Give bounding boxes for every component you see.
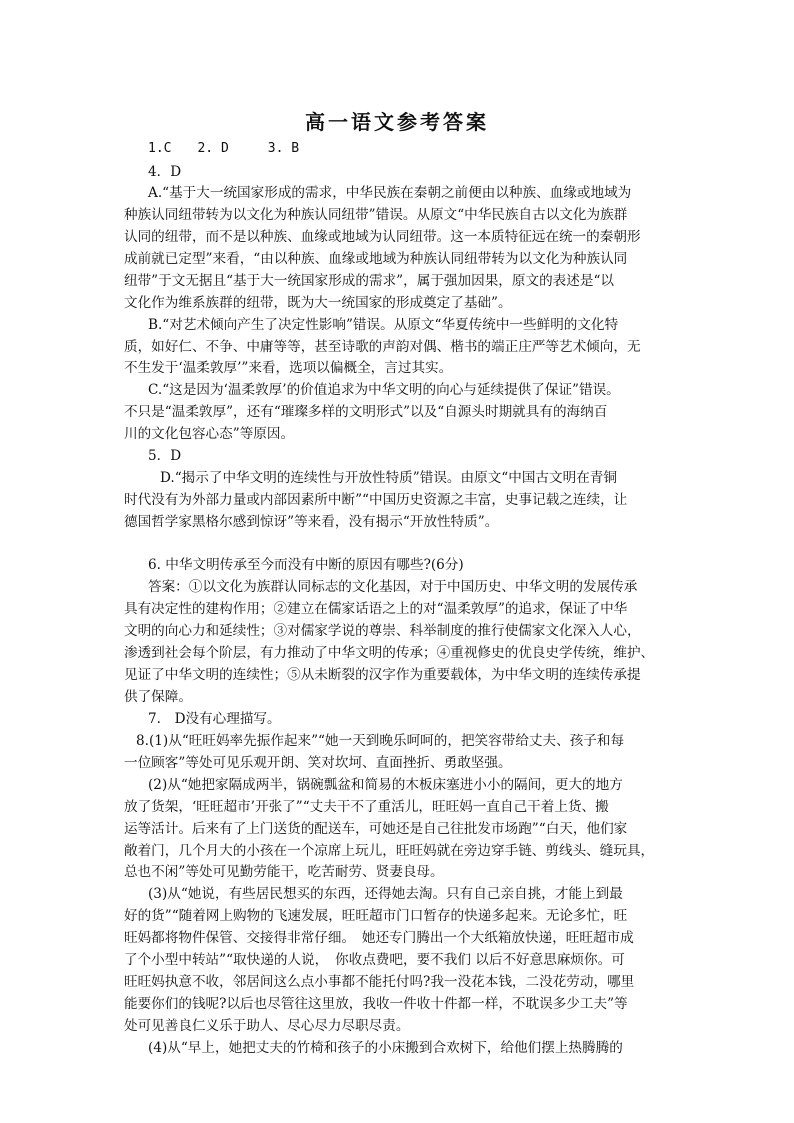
paragraph-line: 旺妈都将物件保管、交接得非常仔细。 她还专门腾出一个大纸箱放快递，旺旺超市成: [124, 930, 634, 946]
paragraph-line: 一位顾客”等处可见乐观开朗、笑对坎坷、直面挫折、勇敢坚强。: [124, 755, 512, 771]
paragraph-line: 总也不闲”等处可见勤劳能干，吃苦耐劳、贤妻良母。: [124, 864, 444, 880]
page-title: 高一语文参考答案: [305, 110, 489, 134]
paragraph-line: 质，如好仁、不争、中庸等等，甚至诗歌的声韵对偶、楷书的端正庄严等艺术倾向，无: [124, 339, 641, 355]
answer-4-option-c: C.“这是因为‘温柔敦厚’的价值追求为中华文明的向心与延续提供了保证”错误。: [148, 382, 620, 398]
paragraph-line: 敞着门，几个月大的小孩在一个凉席上玩儿，旺旺妈就在旁边穿手链、剪线头、缝玩具，: [124, 843, 655, 859]
paragraph-line: 纽带”于文无据且“基于大一统国家形成的需求”，属于强加因果，原文的表述是“以: [124, 273, 614, 289]
paragraph-line: 能要你们的钱呢?以后也尽管往这里放，我收一件收十件都一样，不耽误多少工夫”等: [124, 996, 628, 1012]
answer-7: 7. D没有心理描写。: [148, 711, 281, 727]
paragraph-line: 川的文化包容心态”等原因。: [124, 426, 295, 442]
answer-4-option-a: A.“基于大一统国家形成的需求，中华民族在秦朝之前便由以种族、血缘或地域为: [148, 185, 632, 201]
paragraph-line: 种族认同纽带转为以文化为种族认同纽带”错误。从原文“中华民族自古以文化为族群: [124, 207, 628, 223]
paragraph-line: 了个小型中转站”“取快递的人说， 你收点费吧，要不我们 以后不好意思麻烦你。可: [124, 952, 625, 968]
paragraph-line: 不只是“温柔敦厚”，还有“璀璨多样的文明形式”以及“自源头时期就具有的海纳百: [124, 404, 608, 420]
paragraph-line: 时代没有为外部力量或内部因素所中断”“中国历史资源之丰富，史事记载之连续，让: [124, 492, 628, 508]
paragraph-line: 放了货架，‘旺旺超市’开张了”“丈夫干不了重活儿，旺旺妈一直自己干着上货、搬: [124, 799, 609, 815]
paragraph-line: 见证了中华文明的连续性；⑤从未断裂的汉字作为重要载体，为中华文明的连续传承提: [124, 667, 641, 683]
answer-8-part-4: (4)从“早上，她把丈夫的竹椅和孩子的小床搬到合欢树下，给他们摆上热腾腾的: [148, 1040, 623, 1056]
paragraph-line: 成前就已定型”来看，“由以种族、血缘或地域为种族认同纽带转为以文化为种族认同: [124, 251, 628, 267]
paragraph-line: 文化作为维系族群的纽带，既为大一统国家的形成奠定了基础”。: [124, 295, 512, 311]
answer-5-option-d: D.“揭示了中华文明的连续性与开放性特质”错误。由原文“中国古文明在青铜: [160, 470, 617, 486]
answer-5-label: 5．D: [148, 448, 182, 464]
paragraph-line: 旺旺妈执意不收，邻居间这么点小事都不能托付吗?我一没花本钱，二没花劳动，哪里: [124, 974, 635, 990]
paragraph-line: 认同的纽带，而不是以种族、血缘或地域为认同纽带。这一本质特征远在统一的秦朝形: [124, 229, 641, 245]
answers-1-3: 1.C 2. D 3. B: [148, 141, 300, 156]
answer-8-part-1: 8.(1)从“旺旺妈率先振作起来”“她一天到晚乐呵呵的，把笑容带给丈夫、孩子和每: [136, 733, 625, 749]
paragraph-line: 处可见善良仁义乐于助人、尽心尽力尽职尽责。: [124, 1018, 410, 1034]
answer-4-option-b: B.“对艺术倾向产生了决定性影响”错误。从原文“华夏传统中一些鲜明的文化特: [148, 317, 619, 333]
paragraph-line: 渗透到社会每个阶层，有力推动了中华文明的传承；④重视修史的优良史学传统，维护、: [124, 645, 655, 661]
answer-8-part-3: (3)从“她说，有些居民想买的东西，还得她去淘。只有自己亲自挑，才能上到最: [148, 886, 623, 902]
paragraph-line: 不生发于‘温柔敦厚’”来看，选项以偏概全，言过其实。: [124, 360, 453, 376]
answer-6: 答案：①以文化为族群认同标志的文化基因，对于中国历史、中华文明的发展传承: [148, 579, 638, 595]
answer-8-part-2: (2)从“她把家隔成两半，锅碗瓢盆和简易的木板床塞进小小的隔间，更大的地方: [148, 777, 623, 793]
question-6: 6. 中华文明传承至今而没有中断的原因有哪些?(6分): [148, 557, 464, 573]
paragraph-line: 具有决定性的建构作用；②建立在儒家话语之上的对“温柔敦厚”的追求，保证了中华: [124, 601, 628, 617]
paragraph-line: 供了保障。: [124, 689, 192, 705]
paragraph-line: 运等活计。后来有了上门送货的配送车，可她还是自己往批发市场跑”“白天，他们家: [124, 821, 628, 837]
paragraph-line: 文明的向心力和延续性；③对儒家学说的尊崇、科举制度的推行使儒家文化深入人心，: [124, 623, 641, 639]
answer-4-label: 4．D: [148, 164, 182, 180]
paragraph-line: 好的货”“随着网上购物的飞速发展，旺旺超市门口暂存的快递多起来。无论多忙，旺: [124, 908, 628, 924]
paragraph-line: 德国哲学家黑格尔感到惊讶”等来看，没有揭示“开放性特质”。: [124, 514, 499, 530]
